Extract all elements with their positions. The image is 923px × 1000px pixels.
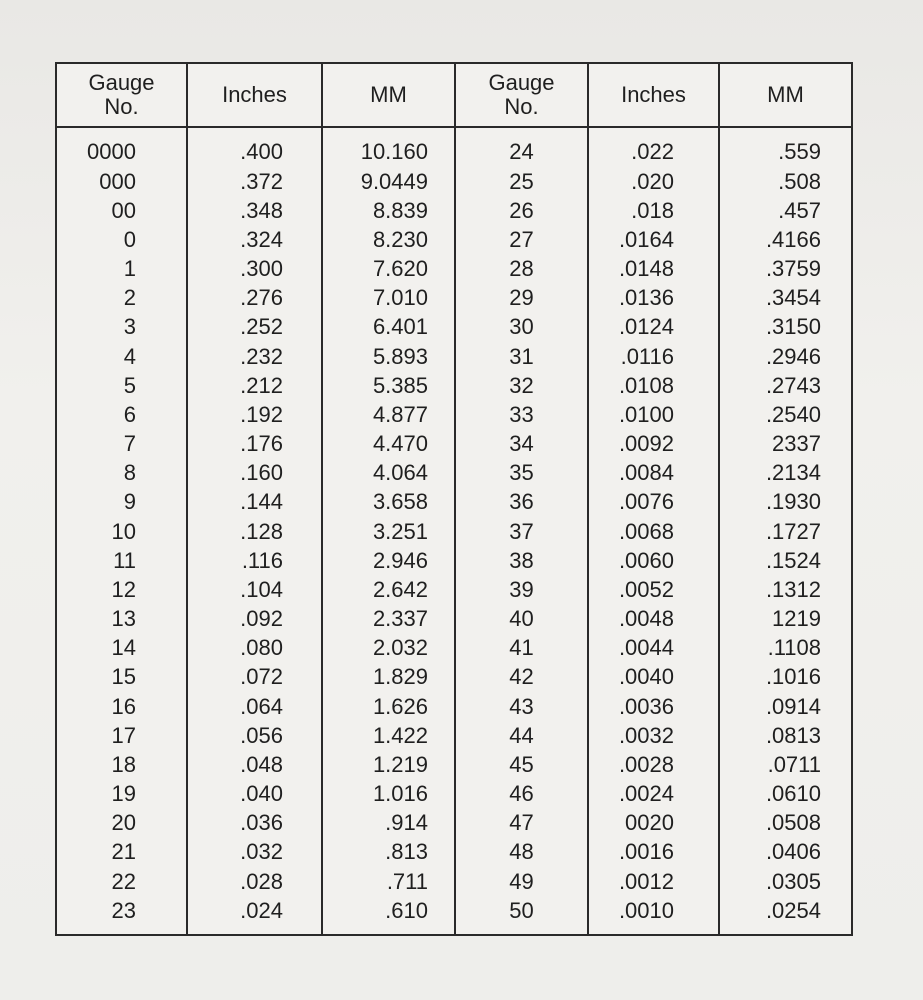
mm-left-cell: 9.0449 (322, 167, 455, 196)
mm-left-cell: .711 (322, 867, 455, 896)
gauge-no-right-cell: 38 (455, 547, 588, 576)
mm-left-cell: .914 (322, 809, 455, 838)
gauge-no-left-cell: 000 (56, 167, 187, 196)
mm-left-cell: 6.401 (322, 313, 455, 342)
inches-left-cell: .040 (187, 780, 322, 809)
header-mm-right: MM (719, 63, 852, 127)
table-row (56, 313, 852, 342)
mm-left-cell: 1.016 (322, 780, 455, 809)
inches-right-cell: .0100 (588, 401, 719, 430)
mm-right-cell: 2337 (719, 430, 852, 459)
gauge-no-right-cell: 41 (455, 634, 588, 663)
inches-right-cell: .018 (588, 196, 719, 225)
table-row (56, 576, 852, 605)
mm-right-cell: .1016 (719, 663, 852, 692)
mm-right-cell: .1930 (719, 488, 852, 517)
inches-left-cell: .056 (187, 722, 322, 751)
inches-left-cell: .348 (187, 196, 322, 225)
mm-left-cell: 8.839 (322, 196, 455, 225)
gauge-no-right-cell: 40 (455, 605, 588, 634)
mm-right-cell: .508 (719, 167, 852, 196)
header-inches-left: Inches (187, 63, 322, 127)
inches-left-cell: .080 (187, 634, 322, 663)
inches-left-cell: .192 (187, 401, 322, 430)
gauge-no-right-cell: 47 (455, 809, 588, 838)
inches-left-cell: .048 (187, 751, 322, 780)
inches-left-cell: .116 (187, 547, 322, 576)
mm-right-cell: .0305 (719, 867, 852, 896)
gauge-no-left-cell: 19 (56, 780, 187, 809)
table-row (56, 809, 852, 838)
inches-left-cell: .144 (187, 488, 322, 517)
gauge-no-right-cell: 39 (455, 576, 588, 605)
gauge-no-right-cell: 31 (455, 342, 588, 371)
gauge-no-right-cell: 50 (455, 897, 588, 935)
gauge-no-left-cell: 2 (56, 284, 187, 313)
mm-right-cell: .0914 (719, 692, 852, 721)
gauge-no-right-cell: 27 (455, 226, 588, 255)
table-row (56, 127, 852, 167)
gauge-no-left-cell: 23 (56, 897, 187, 935)
inches-right-cell: .0044 (588, 634, 719, 663)
gauge-no-left-cell: 13 (56, 605, 187, 634)
table-row (56, 634, 852, 663)
inches-left-cell: .092 (187, 605, 322, 634)
mm-right-cell: .4166 (719, 226, 852, 255)
inches-left-cell: .212 (187, 372, 322, 401)
inches-right-cell: .020 (588, 167, 719, 196)
mm-left-cell: 2.946 (322, 547, 455, 576)
inches-left-cell: .232 (187, 342, 322, 371)
gauge-no-left-cell: 16 (56, 692, 187, 721)
mm-left-cell: 1.422 (322, 722, 455, 751)
mm-right-cell: .0254 (719, 897, 852, 935)
table-row (56, 342, 852, 371)
table-row (56, 459, 852, 488)
gauge-no-right-cell: 30 (455, 313, 588, 342)
table-body (56, 127, 852, 935)
table-row (56, 838, 852, 867)
inches-right-cell: .0092 (588, 430, 719, 459)
mm-right-cell: .3150 (719, 313, 852, 342)
gauge-no-left-cell: 1 (56, 255, 187, 284)
gauge-no-right-cell: 45 (455, 751, 588, 780)
gauge-no-right-cell: 46 (455, 780, 588, 809)
mm-left-cell: 3.251 (322, 517, 455, 546)
gauge-no-right-cell: 48 (455, 838, 588, 867)
gauge-no-left-cell: 8 (56, 459, 187, 488)
table-row (56, 780, 852, 809)
gauge-no-right-cell: 25 (455, 167, 588, 196)
gauge-no-left-cell: 0000 (56, 127, 187, 167)
table-row (56, 751, 852, 780)
inches-left-cell: .252 (187, 313, 322, 342)
gauge-no-left-cell: 0 (56, 226, 187, 255)
inches-left-cell: .104 (187, 576, 322, 605)
mm-left-cell: 1.219 (322, 751, 455, 780)
mm-right-cell: .2134 (719, 459, 852, 488)
mm-right-cell: .1524 (719, 547, 852, 576)
inches-right-cell: .0148 (588, 255, 719, 284)
gauge-no-left-cell: 7 (56, 430, 187, 459)
mm-left-cell: 1.829 (322, 663, 455, 692)
gauge-no-right-cell: 28 (455, 255, 588, 284)
mm-right-cell: .457 (719, 196, 852, 225)
gauge-conversion-table (55, 62, 853, 936)
gauge-no-left-cell: 00 (56, 196, 187, 225)
inches-right-cell: .0032 (588, 722, 719, 751)
mm-right-cell: .0508 (719, 809, 852, 838)
gauge-no-right-cell: 32 (455, 372, 588, 401)
mm-right-cell: 1219 (719, 605, 852, 634)
inches-right-cell: .0010 (588, 897, 719, 935)
gauge-no-right-cell: 34 (455, 430, 588, 459)
inches-right-cell: .0012 (588, 867, 719, 896)
mm-right-cell: .2540 (719, 401, 852, 430)
table-row (56, 196, 852, 225)
mm-right-cell: .1108 (719, 634, 852, 663)
table-row (56, 692, 852, 721)
gauge-no-right-cell: 35 (455, 459, 588, 488)
gauge-no-right-cell: 43 (455, 692, 588, 721)
inches-right-cell: .0108 (588, 372, 719, 401)
inches-left-cell: .176 (187, 430, 322, 459)
inches-right-cell: .0048 (588, 605, 719, 634)
inches-left-cell: .128 (187, 517, 322, 546)
gauge-no-left-cell: 20 (56, 809, 187, 838)
gauge-no-left-cell: 6 (56, 401, 187, 430)
inches-left-cell: .324 (187, 226, 322, 255)
header-inches-right: Inches (588, 63, 719, 127)
inches-left-cell: .072 (187, 663, 322, 692)
inches-right-cell: .0016 (588, 838, 719, 867)
gauge-no-right-cell: 37 (455, 517, 588, 546)
inches-left-cell: .024 (187, 897, 322, 935)
gauge-no-left-cell: 15 (56, 663, 187, 692)
gauge-no-left-cell: 9 (56, 488, 187, 517)
table-row (56, 605, 852, 634)
mm-left-cell: 2.032 (322, 634, 455, 663)
mm-left-cell: 4.877 (322, 401, 455, 430)
inches-right-cell: .0060 (588, 547, 719, 576)
inches-left-cell: .028 (187, 867, 322, 896)
gauge-no-left-cell: 22 (56, 867, 187, 896)
mm-left-cell: 3.658 (322, 488, 455, 517)
mm-left-cell: 4.064 (322, 459, 455, 488)
inches-right-cell: 0020 (588, 809, 719, 838)
table-row (56, 401, 852, 430)
mm-right-cell: .0711 (719, 751, 852, 780)
gauge-no-right-cell: 44 (455, 722, 588, 751)
table-row (56, 867, 852, 896)
inches-left-cell: .400 (187, 127, 322, 167)
mm-right-cell: .0610 (719, 780, 852, 809)
gauge-no-right-cell: 26 (455, 196, 588, 225)
inches-left-cell: .160 (187, 459, 322, 488)
mm-right-cell: .559 (719, 127, 852, 167)
mm-left-cell: 2.337 (322, 605, 455, 634)
gauge-no-left-cell: 17 (56, 722, 187, 751)
inches-right-cell: .0084 (588, 459, 719, 488)
table-row (56, 430, 852, 459)
gauge-no-right-cell: 29 (455, 284, 588, 313)
mm-right-cell: .2946 (719, 342, 852, 371)
table-row (56, 663, 852, 692)
inches-right-cell: .0136 (588, 284, 719, 313)
mm-left-cell: 7.620 (322, 255, 455, 284)
inches-right-cell: .0068 (588, 517, 719, 546)
mm-right-cell: .3454 (719, 284, 852, 313)
mm-left-cell: .813 (322, 838, 455, 867)
mm-right-cell: .3759 (719, 255, 852, 284)
inches-left-cell: .064 (187, 692, 322, 721)
gauge-no-right-cell: 49 (455, 867, 588, 896)
header-mm-left: MM (322, 63, 455, 127)
inches-left-cell: .300 (187, 255, 322, 284)
inches-left-cell: .372 (187, 167, 322, 196)
inches-right-cell: .0076 (588, 488, 719, 517)
mm-left-cell: 10.160 (322, 127, 455, 167)
inches-right-cell: .0164 (588, 226, 719, 255)
mm-left-cell: .610 (322, 897, 455, 935)
gauge-no-right-cell: 42 (455, 663, 588, 692)
mm-left-cell: 2.642 (322, 576, 455, 605)
mm-right-cell: .0813 (719, 722, 852, 751)
inches-right-cell: .0116 (588, 342, 719, 371)
gauge-no-right-cell: 36 (455, 488, 588, 517)
inches-right-cell: .022 (588, 127, 719, 167)
gauge-no-left-cell: 3 (56, 313, 187, 342)
mm-right-cell: .2743 (719, 372, 852, 401)
inches-left-cell: .032 (187, 838, 322, 867)
table-row (56, 255, 852, 284)
header-gauge-no-right: Gauge No. (455, 63, 588, 127)
mm-left-cell: 5.385 (322, 372, 455, 401)
table-row (56, 547, 852, 576)
header-row (56, 63, 852, 127)
inches-left-cell: .276 (187, 284, 322, 313)
gauge-no-right-cell: 33 (455, 401, 588, 430)
gauge-no-left-cell: 21 (56, 838, 187, 867)
header-gauge-no-left: Gauge No. (56, 63, 187, 127)
mm-right-cell: .0406 (719, 838, 852, 867)
mm-left-cell: 5.893 (322, 342, 455, 371)
gauge-no-left-cell: 18 (56, 751, 187, 780)
inches-right-cell: .0024 (588, 780, 719, 809)
table-row (56, 167, 852, 196)
mm-left-cell: 1.626 (322, 692, 455, 721)
mm-right-cell: .1727 (719, 517, 852, 546)
table-row (56, 372, 852, 401)
inches-right-cell: .0040 (588, 663, 719, 692)
gauge-no-left-cell: 5 (56, 372, 187, 401)
gauge-no-left-cell: 14 (56, 634, 187, 663)
table-row (56, 722, 852, 751)
inches-right-cell: .0028 (588, 751, 719, 780)
table-row (56, 897, 852, 935)
mm-left-cell: 4.470 (322, 430, 455, 459)
gauge-no-left-cell: 11 (56, 547, 187, 576)
mm-right-cell: .1312 (719, 576, 852, 605)
table-row (56, 284, 852, 313)
mm-left-cell: 7.010 (322, 284, 455, 313)
gauge-no-left-cell: 4 (56, 342, 187, 371)
table-row (56, 488, 852, 517)
inches-right-cell: .0052 (588, 576, 719, 605)
gauge-no-right-cell: 24 (455, 127, 588, 167)
table-row (56, 517, 852, 546)
table-row (56, 226, 852, 255)
inches-right-cell: .0036 (588, 692, 719, 721)
gauge-no-left-cell: 12 (56, 576, 187, 605)
inches-left-cell: .036 (187, 809, 322, 838)
mm-left-cell: 8.230 (322, 226, 455, 255)
inches-right-cell: .0124 (588, 313, 719, 342)
gauge-no-left-cell: 10 (56, 517, 187, 546)
